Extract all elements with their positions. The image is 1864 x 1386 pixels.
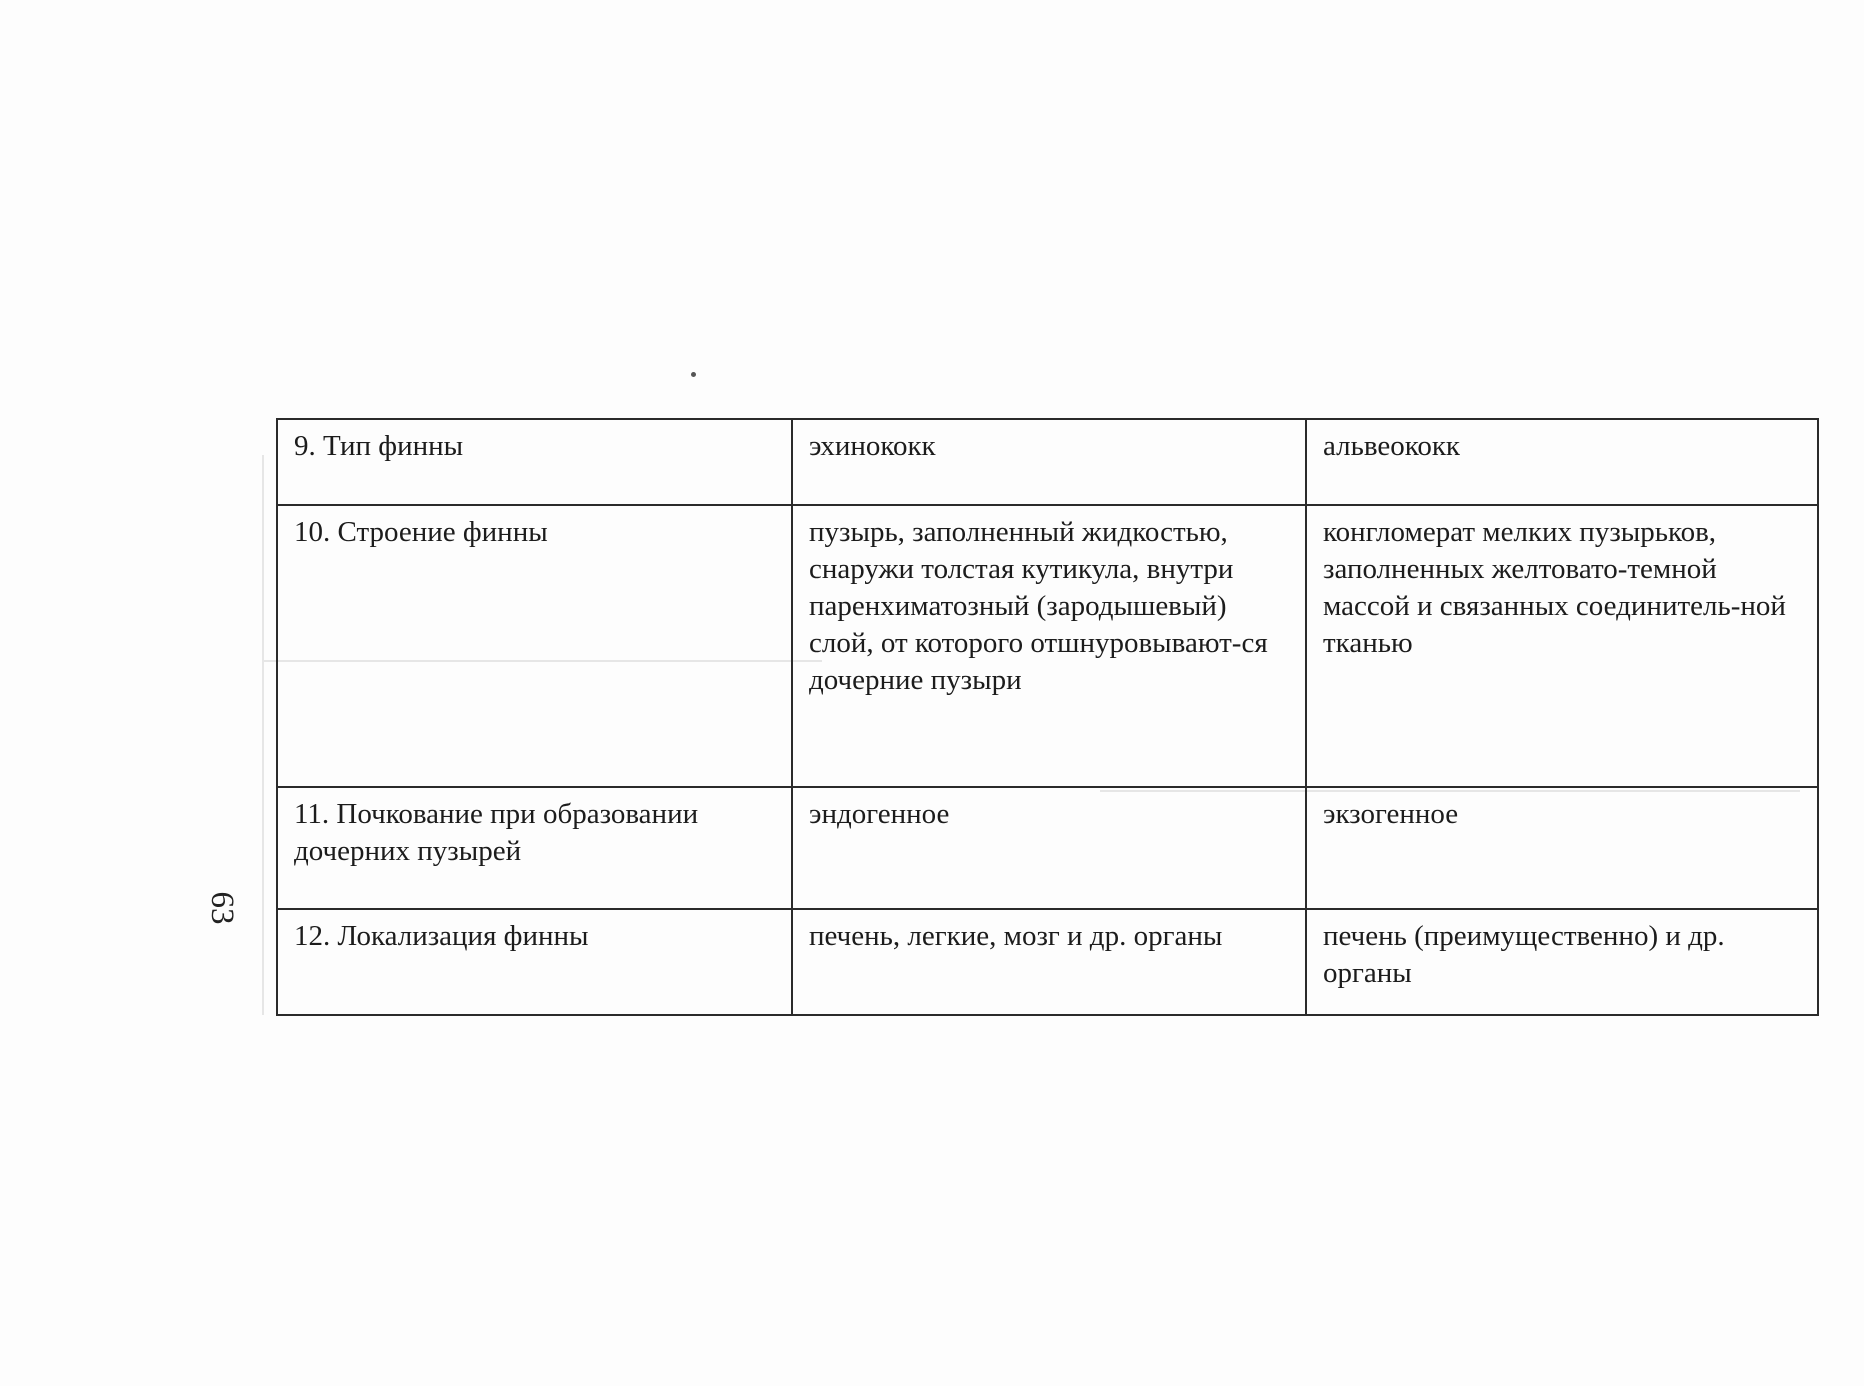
comparison-table — [276, 418, 1819, 1016]
feature-cell — [277, 909, 792, 1015]
cell-text: пузырь, заполненный жидкостью, снаружи толстая кутикула, внутри паренхиматозный (зародышевый) слой, от которого отшнуровывают-ся дочерние пузыри — [809, 516, 1268, 696]
cell-text: печень (преимущественно) и др. органы — [1323, 920, 1725, 989]
echinococcus-cell — [792, 505, 1306, 787]
echinococcus-cell — [792, 419, 1306, 505]
echinococcus-cell — [792, 787, 1306, 909]
feature-cell — [277, 787, 792, 909]
cell-text: 9. Тип финны — [294, 430, 464, 462]
cell-text: 11. Почкование при образовании дочерних пузырей — [294, 798, 699, 867]
cell-text: эндогенное — [809, 798, 950, 830]
table-row — [277, 787, 1818, 909]
cell-text: эхинококк — [809, 430, 936, 462]
echinococcus-cell — [792, 909, 1306, 1015]
table-row — [277, 505, 1818, 787]
cell-text: альвеококк — [1323, 430, 1461, 462]
table-row — [277, 909, 1818, 1015]
scan-speck — [691, 372, 696, 377]
cell-text: печень, легкие, мозг и др. органы — [809, 920, 1223, 952]
alveococcus-cell — [1306, 909, 1818, 1015]
alveococcus-cell — [1306, 419, 1818, 505]
alveococcus-cell — [1306, 505, 1818, 787]
table-row — [277, 419, 1818, 505]
feature-cell — [277, 419, 792, 505]
cell-text: конгломерат мелких пузырьков, заполненных желтовато-темной массой и связанных соединитель-ной тканью — [1323, 516, 1786, 659]
bleed-through-line — [262, 455, 264, 1015]
cell-text: 12. Локализация финны — [294, 920, 589, 952]
cell-text: 10. Строение финны — [294, 516, 548, 548]
page-number: 63 — [204, 891, 240, 925]
alveococcus-cell — [1306, 787, 1818, 909]
cell-text: экзогенное — [1323, 798, 1459, 830]
feature-cell — [277, 505, 792, 787]
